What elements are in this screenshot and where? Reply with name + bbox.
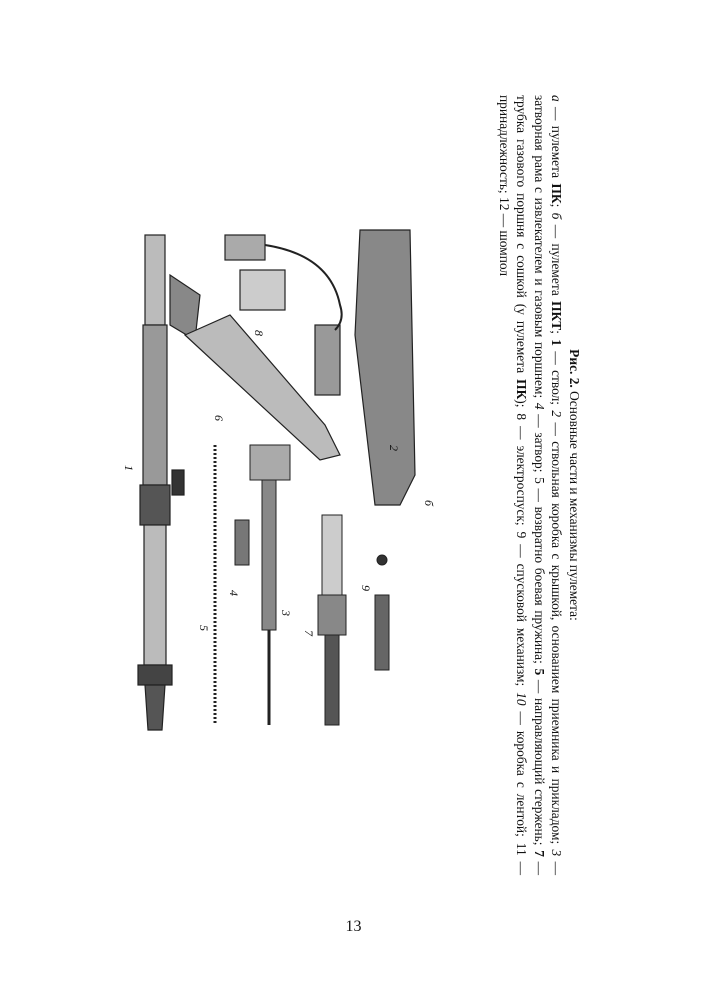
receiver-drawing [185,230,415,505]
caption-t1: — ствол; [549,345,565,411]
label-5: 5 [197,625,211,631]
page-number: 13 [345,918,362,935]
figure-caption [475,95,583,875]
caption-a-letter: а [549,95,565,102]
caption-n4: 4 [531,402,547,410]
caption-title-text: Основные части и механизмы пулемета: [567,387,582,621]
label-2: 2 [387,445,401,451]
label-6: 6 [212,415,226,421]
gas-tube-drawing [318,515,346,725]
trigger-mechanism-drawing [375,555,389,670]
caption-t3: — затворная рама с извлекателем и газовым поршнем; [531,95,565,875]
caption-sep2: ; [549,330,565,340]
parts-illustration [90,215,460,775]
caption-container [475,95,583,875]
caption-t5: — направляющий стержень; [531,675,547,851]
caption-t4: — затвор; 5 — возвратно боевая пружина; [531,409,547,669]
caption-sep1: ; [549,203,565,213]
caption-t7-end: ); 8 — электроспуск; 9 — спусковой механизм; [514,399,530,693]
caption-n7: 7 [531,850,547,857]
caption-n5: 5 [531,668,547,676]
caption-t7: — трубка газового поршня с сошкой (у пулемета [514,95,547,876]
caption-n1: 1 [549,339,565,346]
bolt-carrier-drawing [250,445,290,725]
caption-n2: 2 [549,410,565,418]
caption-t7-model: ПК [514,379,530,400]
caption-t10: — коробка с лентой; 11 — принадлежность; 12 — шомпол [496,95,530,875]
machine-gun-parts-figure [90,215,460,775]
label-4: 4 [227,590,241,596]
caption-n10: 10 [514,692,530,706]
label-7: 7 [302,630,316,636]
label-8: 8 [252,330,266,336]
caption-n3: 3 [549,849,565,857]
caption-b-text: — пулемета [549,219,565,302]
label-1: 1 [122,465,136,471]
caption-b-letter: б [549,212,565,220]
label-b: б [422,500,436,507]
label-3: 3 [279,610,293,616]
caption-t2: — ствольная коробка с крышкой, основанием приемника и прикладом; [549,417,565,850]
caption-title-bold: Рис. 2. [567,349,582,388]
bolt-drawing [235,520,249,565]
caption-title [565,95,583,875]
label-9: 9 [359,585,373,591]
caption-a-text: — пулемета [549,101,565,184]
caption-b-model: ПКТ [549,301,565,331]
caption-a-model: ПК [549,183,565,204]
barrel-drawing [138,235,200,730]
